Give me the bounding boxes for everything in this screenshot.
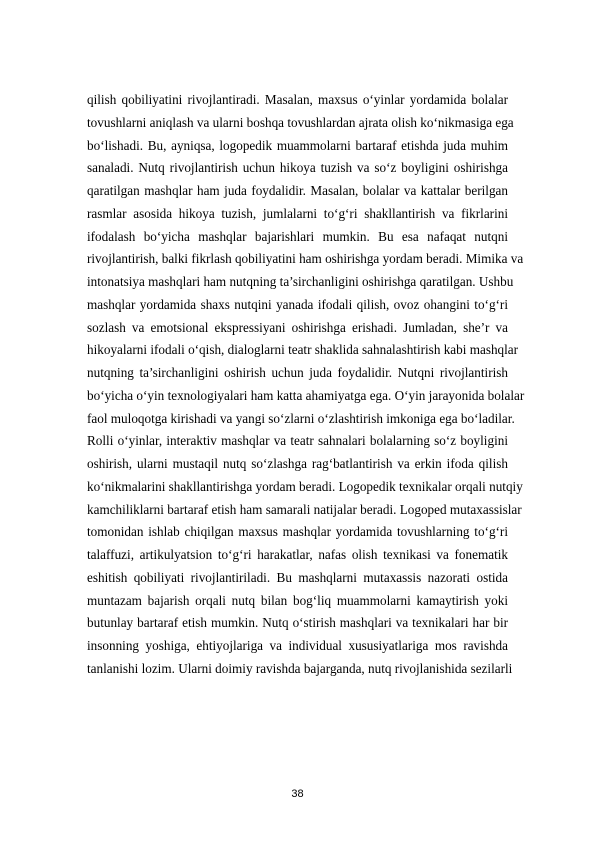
body-paragraph [87, 89, 525, 681]
text-line: tomonidan ishlab chiqilgan maxsus mashqlar yordamida tovushlarning to‘g‘ri [87, 524, 508, 540]
text-line: qaratilgan mashqlar ham juda foydalidir. Masalan, bolalar va kattalar berilgan [87, 183, 508, 198]
text-line: muntazam bajarish orqali nutq bilan bog‘liq muammolarni kamaytirish yoki [87, 592, 508, 608]
text-line: insonning yoshiga, ehtiyojlariga va individual xususiyatlariga mos ravishda [87, 638, 508, 653]
text-line: rivojlantirish, balki fikrlash qobiliyatini ham oshirishga yordam beradi. Mimika va [87, 251, 524, 267]
text-line: faol muloqotga kirishadi va yangi so‘zlarni o‘zlashtirish imkoniga ega bo‘ladilar. [87, 410, 515, 426]
text-line: bo‘lishadi. Bu, ayniqsa, logopedik muammolarni bartaraf etishda juda muhim [87, 137, 508, 153]
text-line: hikoyalarni ifodali o‘qish, dialoglarni teatr shaklida sahnalashtirish kabi mashqlar [87, 342, 519, 358]
text-line: oshirish, ularni mustaqil nutq so‘zlashga rag‘batlantirish va erkin ifoda qilish [87, 456, 508, 471]
text-line: nutqning ta’sirchanligini oshirish uchun juda foydalidir. Nutqni rivojlantirish [87, 365, 508, 380]
text-line: sozlash va emotsional ekspressiyani oshirishga erishadi. Jumladan, she’r va [87, 319, 508, 335]
text-line: bo‘yicha o‘yin texnologiyalari ham katta ahamiyatga ega. O‘yin jarayonida bolalar [87, 387, 525, 403]
text-line: eshitish qobiliyati rivojlantiriladi. Bu mashqlarni mutaxassis nazorati ostida [87, 569, 508, 585]
page-number: 38 [291, 788, 304, 800]
text-line: ko‘nikmalarini shakllantirishga yordam beradi. Logopedik texnikalar orqali nutqiy [87, 478, 523, 494]
text-line: tanlanishi lozim. Ularni doimiy ravishda bajarganda, nutq rivojlanishida sezilarli [87, 660, 513, 676]
text-line: tovushlarni aniqlash va ularni boshqa tovushlardan ajrata olish ko‘nikmasiga ega [87, 114, 514, 130]
text-line: kamchiliklarni bartaraf etish ham samarali natijalar beradi. Logoped mutaxassislar [87, 501, 522, 517]
text-line: talaffuzi, artikulyatsion to‘g‘ri harakatlar, nafas olish texnikasi va fonematik [87, 547, 508, 562]
text-line: butunlay bartaraf etish mumkin. Nutq o‘stirish mashqlari va texnikalari har bir [87, 615, 508, 631]
text-line: rasmlar asosida hikoya tuzish, jumlalarni to‘g‘ri shakllantirish va fikrlarini [87, 205, 508, 221]
text-line: qilish qobiliyatini rivojlantiradi. Masalan, maxsus o‘yinlar yordamida bolalar [87, 92, 508, 107]
text-line: intonatsiya mashqlari ham nutqning ta’sirchanligini oshirishga qaratilgan. Ushbu [87, 274, 514, 289]
text-line: ifodalash bo‘yicha mashqlar bajarishlari mumkin. Bu esa nafaqat nutqni [87, 228, 508, 244]
text-line: Rolli o‘yinlar, interaktiv mashqlar va teatr sahnalari bolalarning so‘z boyligini [87, 433, 508, 449]
text-line: sanaladi. Nutq rivojlantirish uchun hikoya tuzish va so‘z boyligini oshirishga [87, 160, 508, 176]
text-line: mashqlar yordamida shaxs nutqini yanada ifodali qilish, ovoz ohangini to‘g‘ri [87, 296, 508, 312]
